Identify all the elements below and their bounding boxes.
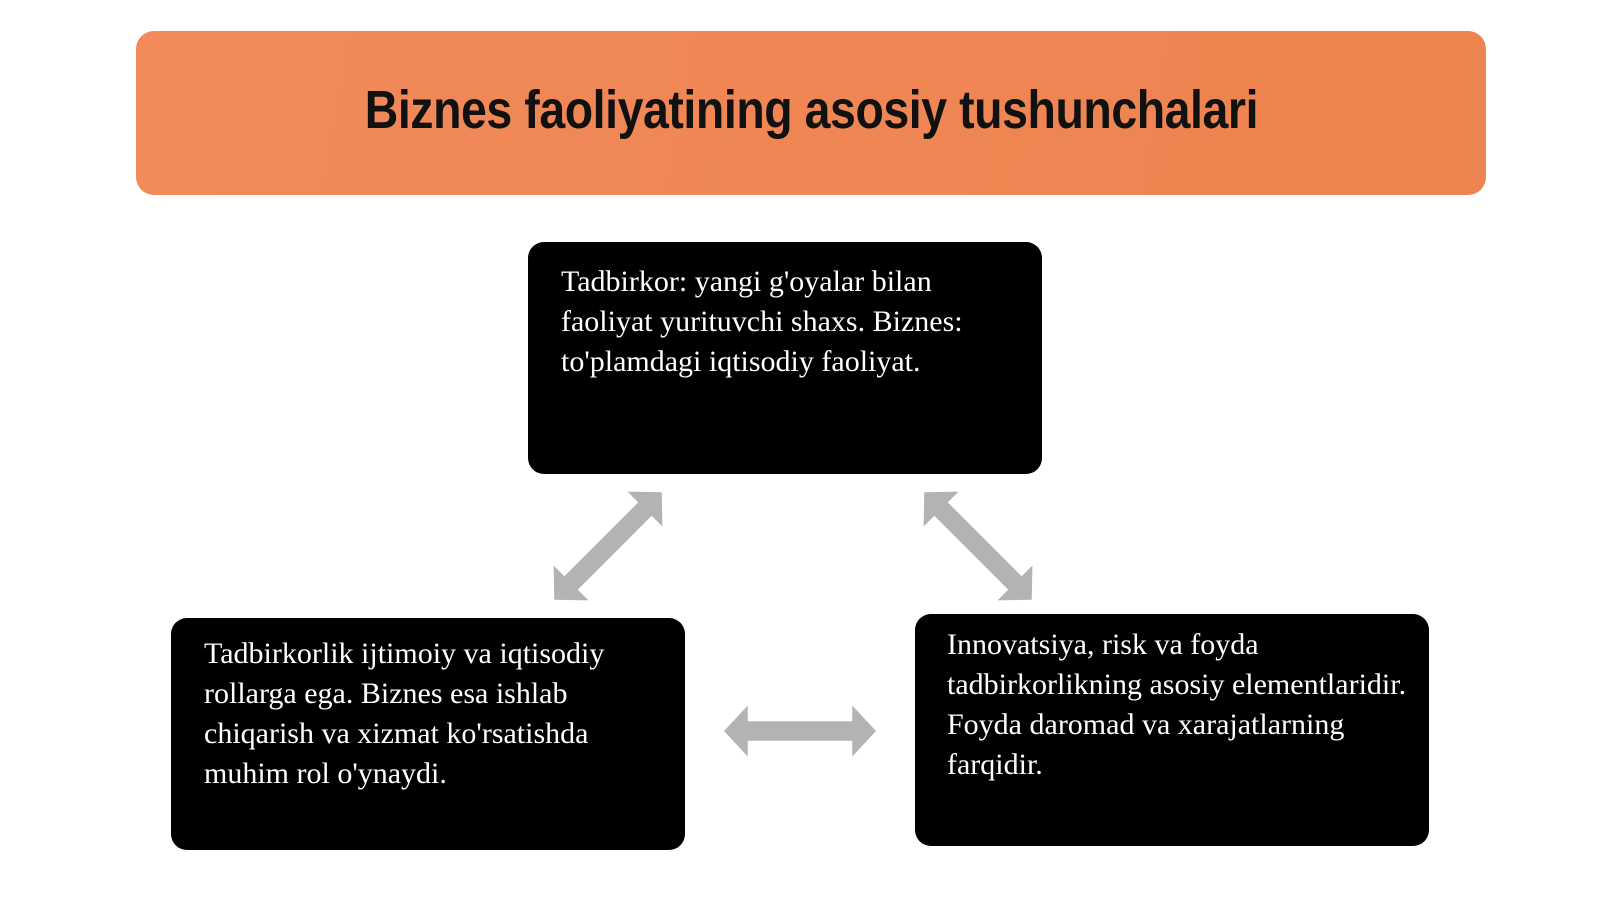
double-arrow-icon-left xyxy=(537,475,679,617)
double-arrow-icon-right xyxy=(907,475,1049,617)
slide-title: Biznes faoliyatining asosiy tushunchalari xyxy=(364,80,1258,140)
concept-box-left xyxy=(171,618,685,850)
title-banner xyxy=(136,31,1486,195)
concept-box-right xyxy=(915,614,1429,846)
concept-text-right: Innovatsiya, risk va foyda tadbirkorlikning asosiy elementlaridir. Foyda daromad va xarajatlarning farqidir. xyxy=(947,628,1407,781)
concept-text-top: Tadbirkor: yangi g'oyalar bilan faoliyat yurituvchi shaxs. Biznes: to'plamdagi iqtisodiy faoliyat. xyxy=(561,265,963,378)
concept-text-left: Tadbirkorlik ijtimoiy va iqtisodiy rollarga ega. Biznes esa ishlab chiqarish va xizmat ko'rsatishda muhim rol o'ynaydi. xyxy=(204,637,605,790)
concept-box-top xyxy=(528,242,1042,474)
double-arrow-icon-bottom xyxy=(724,706,876,757)
